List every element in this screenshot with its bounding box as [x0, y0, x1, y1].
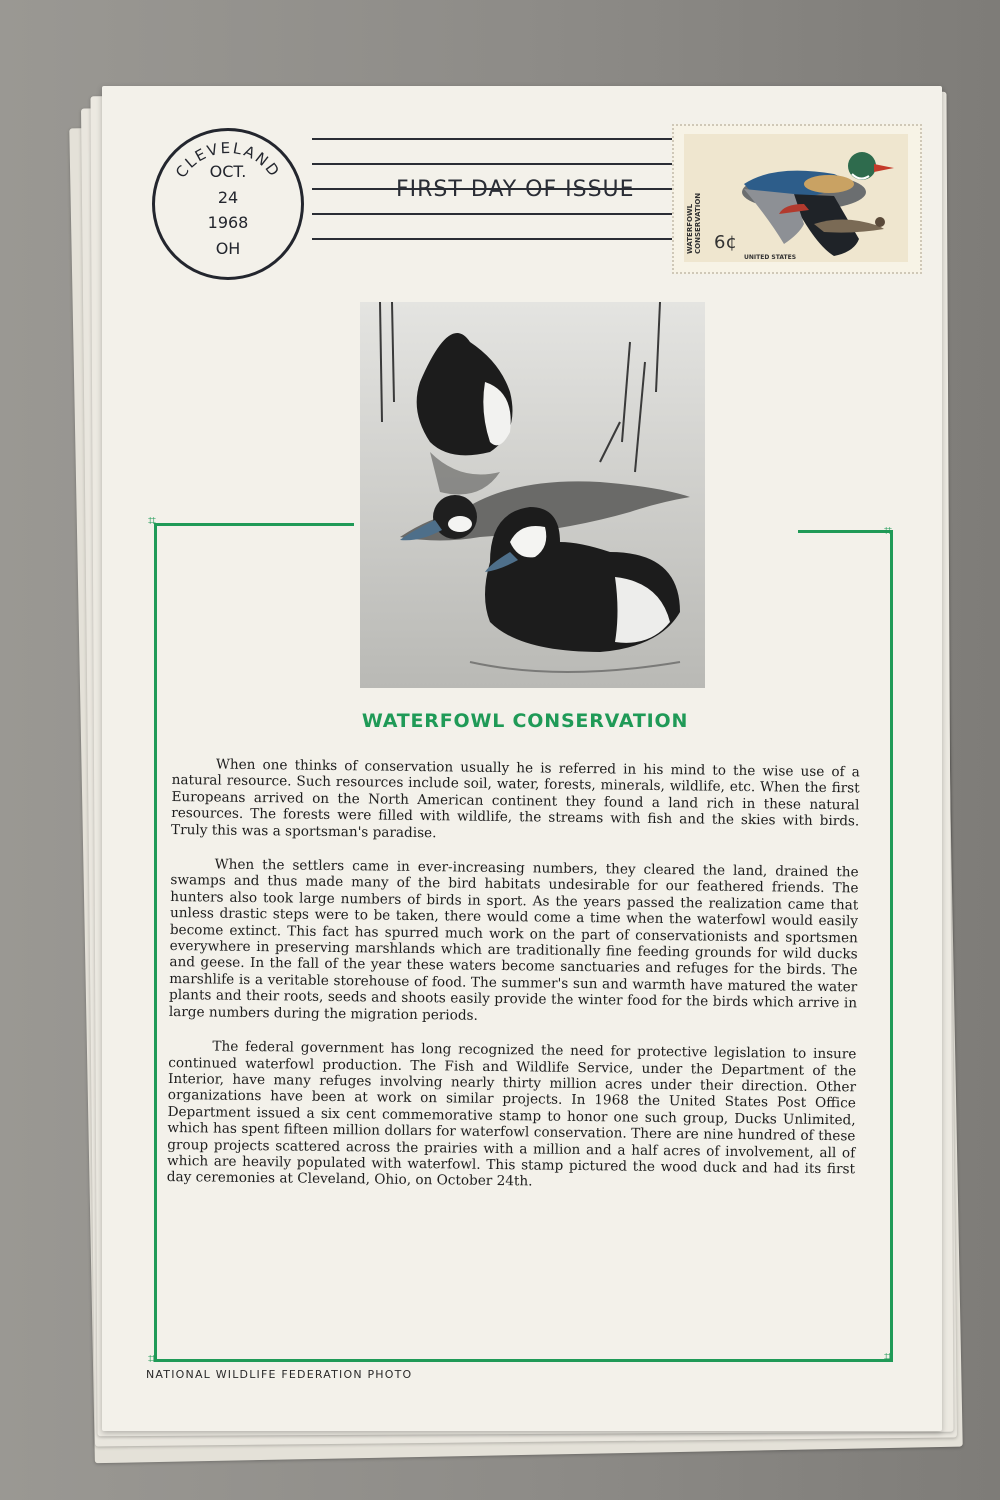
postmark-year: 1968	[207, 213, 249, 232]
article-body	[167, 756, 860, 1212]
paragraph: When one thinks of conservation usually he is referred in his mind to the wise use of a natural resource. Such resources include soil, water, forests, minerals, wildlife, etc. When the first Europeans arrived on the North American continent they found a land rich in these natural resources. The forests were filled with wildlife, the streams with fish and the skies with birds. Truly this was a sportsman's paradise.	[171, 756, 860, 841]
corner-ornament-icon: ⌗	[148, 513, 156, 529]
stamp-artwork	[684, 134, 908, 262]
stamp-caption: WATERFOWL CONSERVATION	[686, 192, 702, 254]
corner-ornament-icon: ⌗	[884, 523, 892, 539]
paragraph: The federal government has long recognized the need for protective legislation to insure continued waterfowl production. The Fish and Wildlife Service, under the Department of the Interior, have many refuges involving nearly thirty million acres under their direction. Other organizations have been at work on similar projects. In 1968 the United States Post Office Department issued a six cent commemorative stamp to honor one such group, Ducks Unlimited, which has spent fifteen million dollars for waterfowl conservation. There are nine hundred of these group projects scattered across the prairies with a million and a half acres of involvement, all of which are heavily populated with waterfowl. This stamp pictured the wood duck and had its first day ceremonies at Cleveland, Ohio, on October 24th.	[166, 1038, 857, 1190]
frame-bottom	[154, 1359, 893, 1362]
postmark-month: OCT.	[209, 162, 247, 181]
duck-illustration	[360, 302, 705, 688]
postage-stamp	[672, 124, 922, 274]
frame-top-right	[798, 530, 893, 533]
frame-left	[154, 523, 157, 1361]
postmark	[152, 128, 304, 280]
stamp-country: UNITED STATES	[744, 254, 797, 261]
page-title: WATERFOWL CONSERVATION	[361, 710, 689, 732]
first-day-of-issue-text: FIRST DAY OF ISSUE	[396, 177, 635, 202]
postmark-city: CLEVELAND	[171, 138, 285, 182]
photo-credit: NATIONAL WILDLIFE FEDERATION PHOTO	[146, 1368, 413, 1381]
paragraph: When the settlers came in ever-increasing numbers, they cleared the land, drained the swamps and thus made many of the bird habitats undesirable for our feathered friends. The hunters also took large numbers of birds in sport. As the years passed the realization came that unless drastic steps were to be taken, there would come a time when the waterfowl would easily become extinct. This fact has spurred much work on the part of conservationists and sportsmen everywhere in preserving marshlands which are traditionally fine feeding grounds for wild ducks and geese. In the fall of the year these waters become sanctuaries and refuges for the birds. The marshlife is a veritable storehouse of food. The summer's sun and warmth have matured the water plants and their roots, seeds and shoots easily provide the winter food for the birds which arrive in large numbers during the migration periods.	[168, 856, 859, 1024]
corner-ornament-icon: ⌗	[148, 1351, 156, 1367]
postmark-day: 24	[217, 188, 239, 207]
frame-right	[890, 533, 893, 1359]
frame-top-left	[154, 523, 354, 526]
stamp-denomination: 6¢	[714, 232, 737, 253]
ruddy-ducks-photo	[360, 302, 705, 688]
corner-ornament-icon: ⌗	[884, 1349, 892, 1365]
postmark-state: OH	[215, 239, 241, 258]
